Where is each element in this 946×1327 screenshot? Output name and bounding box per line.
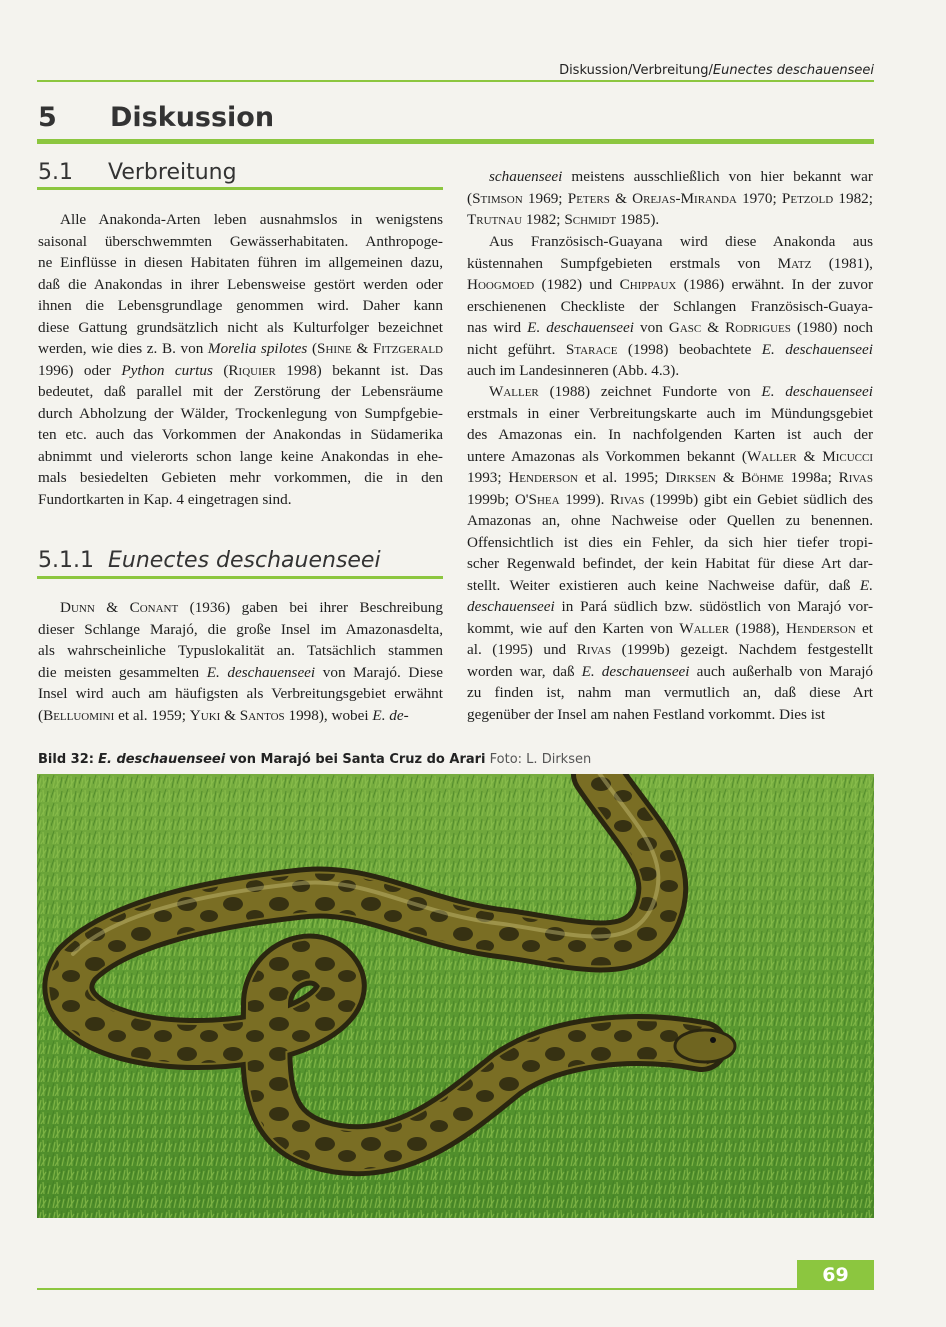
text-line: (Stimson 1969; Peters & Orejas-Miranda 1970; Petzold 1982; xyxy=(467,189,873,207)
text-line: zu finden ist, nahm man vermutlich an, daß diese Art xyxy=(467,684,873,701)
text-line: dieser Schlange Marajó, die große Insel im Amazonasdelta, xyxy=(38,620,443,638)
text-line: deschauenseei in Pará südlich bzw. südöstlich von Marajó vor- xyxy=(467,598,873,615)
text-line: ihnen die Lebensgrundlage genommen wird. Daher kann xyxy=(38,297,443,314)
text-line: Waller (1988) zeichnet Fundorte von E. deschauenseei xyxy=(489,383,873,400)
caption-label: Bild 32: xyxy=(38,752,94,767)
chapter-heading xyxy=(38,102,274,133)
text-line: 1999b; O'Shea 1999). Rivas (1999b) gibt ein Gebiet südlich des xyxy=(467,490,873,508)
running-head xyxy=(559,63,874,78)
text-line: worden war, daß E. deschauenseei auch außerhalb von Marajó xyxy=(467,662,874,680)
text-line: die meisten gesammelten E. deschauenseei von Marajó. Diese xyxy=(38,663,443,681)
right-paragraph-1 xyxy=(467,166,873,231)
text-line: Fundortkarten in Kap. 4 eingetragen sind. xyxy=(38,490,292,508)
text-line: scher Regenwald befindet, der kein Habitat für diese Art dar- xyxy=(467,555,873,572)
text-line: ten etc. auch das Vorkommen der Anakondas in Südamerika xyxy=(38,426,443,443)
text-line: Amazonas an, ohne Nachweise oder Quellen zu benennen. xyxy=(467,512,873,529)
text-line: durch Abholzung der Wälder, Trockenlegung von Sumpfgebie- xyxy=(38,404,443,422)
text-line: Dunn & Conant (1936) gaben bei ihrer Beschreibung xyxy=(60,599,443,616)
text-line: Offensichtlich ist dies ein Fehler, da sich hier tiefer tropi- xyxy=(467,533,873,551)
text-line: ne Einflüsse in diesen Habitaten führen im allgemeinen dazu, xyxy=(38,254,443,271)
anaconda-photo xyxy=(37,774,874,1218)
right-paragraph-2 xyxy=(467,231,873,382)
text-line: gegenüber der Insel am nahen Festland vorkommt. Dies ist xyxy=(467,705,826,723)
subsection-title: Eunectes deschauenseei xyxy=(108,548,381,573)
text-line: erstmals in einer Verbreitungskarte auch im Mündungsgebiet xyxy=(467,404,873,422)
anaconda-photo-illustration xyxy=(37,774,874,1218)
text-line: werden, wie dies z. B. von Morelia spilotes (Shine & Fitzgerald xyxy=(38,340,443,357)
text-line: mals besiedelten Gebieten mehr vorkommen, die in den xyxy=(38,469,443,486)
text-line: küstennahen Sumpfgebieten erstmals von Matz (1981), xyxy=(467,254,873,272)
text-line: Insel wird auch am häufigsten als Verbreitungsgebiet erwähnt xyxy=(38,685,443,702)
text-line: stellt. Weiter existieren auch keine Nachweise dafür, daß E. xyxy=(467,576,873,594)
text-line: Hoogmoed (1982) und Chippaux (1986) erwähnt. In der zuvor xyxy=(467,276,874,293)
top-rule xyxy=(37,80,874,82)
right-paragraph-3 xyxy=(467,381,873,725)
caption-credit: Foto: L. Dirksen xyxy=(489,752,592,767)
text-line: schauenseei meistens ausschließlich von hier bekannt war xyxy=(489,168,873,185)
text-line: Alle Anakonda-Arten leben ausnahmslos in wenigstens xyxy=(60,211,443,228)
text-line: 1996) oder Python curtus (Riquier 1998) bekannt ist. Das xyxy=(38,361,444,379)
text-line: diese Gattung grundsätzlich nicht als Kulturfolger bezeichnet xyxy=(38,318,443,336)
text-line: als wahrscheinliche Typuslokalität an. Tatsächlich stammen xyxy=(38,642,443,659)
chapter-rule xyxy=(37,139,874,144)
caption-text: von Marajó bei Santa Cruz do Arari xyxy=(229,752,486,767)
text-line: Aus Französisch-Guayana wird diese Anakonda aus xyxy=(489,233,873,250)
text-line: erschienenen Checkliste der Schlangen Französisch-Guaya- xyxy=(467,297,873,315)
text-line: nicht geführt. Starace (1998) beobachtete E. deschauenseei xyxy=(467,340,873,358)
section-heading xyxy=(38,160,237,185)
caption-species: E. deschauenseei xyxy=(98,752,226,767)
subsection-heading xyxy=(38,548,381,573)
text-line: nas wird E. deschauenseei von Gasc & Rodrigues (1980) noch xyxy=(467,319,873,336)
running-head-section: Diskussion/Verbreitung/ xyxy=(559,63,713,78)
running-head-species: Eunectes deschauenseei xyxy=(712,63,874,78)
left-paragraph-1 xyxy=(38,209,443,510)
text-line: abnimmt und vielerorts schon lange keine Anakondas in ehe- xyxy=(38,447,443,465)
section-title: Verbreitung xyxy=(108,160,237,185)
text-line: Trutnau 1982; Schmidt 1985). xyxy=(467,211,660,228)
bottom-rule xyxy=(37,1288,797,1290)
text-line: des Amazonas ein. In nachfolgenden Karten ist auch der xyxy=(467,426,873,443)
section-number: 5.1 xyxy=(38,160,73,185)
text-line: untere Amazonas als Vorkommen bekannt (Waller & Micucci xyxy=(467,447,873,465)
subsection-number: 5.1.1 xyxy=(38,548,94,573)
text-line: auch im Landesinneren (Abb. 4.3). xyxy=(467,362,680,379)
section-rule xyxy=(37,187,443,190)
text-line: 1993; Henderson et al. 1995; Dirksen & Böhme 1998a; Rivas xyxy=(467,469,873,486)
subsection-rule xyxy=(37,576,443,579)
text-line: daß die Anakondas in ihrer Lebensweise gestört werden oder xyxy=(38,275,443,293)
left-paragraph-2 xyxy=(38,597,443,726)
chapter-number: 5 xyxy=(38,102,57,133)
text-line: saisonal überschwemmten Gewässerhabitaten. Anthropoge- xyxy=(38,232,443,250)
text-line: (Belluomini et al. 1959; Yuki & Santos 1998), wobei E. de- xyxy=(38,706,409,724)
figure-caption xyxy=(38,752,591,767)
text-line: bedeutet, daß parallel mit der Zerstörung der Lebensräume xyxy=(38,383,443,400)
page-number: 69 xyxy=(797,1260,874,1290)
text-line: kommt, wie auf den Karten von Waller (1988), Henderson et xyxy=(467,619,873,637)
text-line: al. (1995) und Rivas (1999b) gezeigt. Nachdem festgestellt xyxy=(467,641,873,658)
chapter-title: Diskussion xyxy=(110,102,275,133)
